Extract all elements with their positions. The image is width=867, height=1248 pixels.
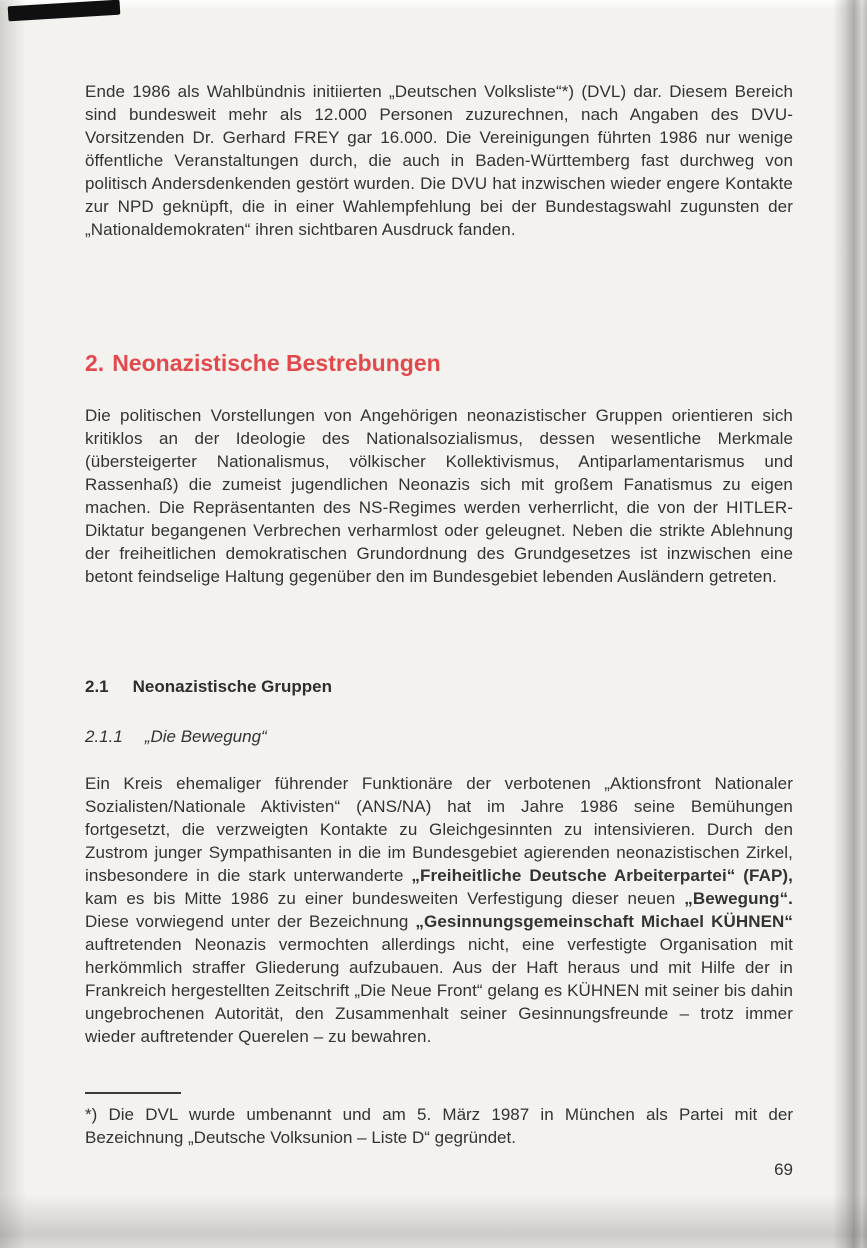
- section-heading: [85, 349, 793, 377]
- footnote-text: *) Die DVL wurde umbenannt und am 5. März 1987 in München als Partei mit der Bezeichnung „Deutsche Volksunion – Liste D“ gegründet.: [85, 1105, 793, 1147]
- book-spine-shadow: [833, 0, 867, 1248]
- text-segment-bold-kuehnen: „Gesinnungsgemeinschaft Michael KÜHNEN“: [415, 912, 793, 931]
- scan-left-edge: [0, 0, 26, 1248]
- text-segment: Ein Kreis ehemaliger führender Funktionäre der verbotenen „Aktionsfront Nationaler Sozialisten/Nationale Aktivisten“ (ANS/NA) hat im Jahre 1986 seine Bemühungen fortgesetzt, die verzweigten Kontakte zu Gleichgesinnten zu intensivieren. Durch den Zustrom junger Sympathisanten in die im Bundesgebiet agierenden neonazistischen Zirkel, insbesondere in die stark unterwanderte: [85, 774, 793, 885]
- paragraph-neonazi-ideologie: Die politischen Vorstellungen von Angehörigen neonazistischer Gruppen orientieren sich kritiklos an der Ideologie des Nationalsozialismus, dessen wesentliche Merkmale (übersteigerter Nationalismus, völkischer Kollektivismus, Antiparlamentarismus und Rassenhaß) die zumeist jugendlichen Neonazis sich mit großem Fanatismus zu eigen machen. Die Repräsentanten des NS-Regimes werden verherrlicht, die von der HITLER-Diktatur begangenen Verbrechen verharmlost oder geleugnet. Neben die strikte Ablehnung der freiheitlichen demokratischen Grundordnung des Grundgesetzes ist inzwischen eine betont feindselige Haltung gegenüber den im Bundesgebiet lebenden Ausländern getreten.: [85, 406, 793, 586]
- subsection-heading: [85, 676, 793, 698]
- text-segment: auftretenden Neonazis vermochten allerdings nicht, eine verfestigte Organisation mit herkömmlich straffer Gliederung aufzubauen. Aus der Haft heraus und mit Hilfe der in Frankreich hergestellten Zeitschrift „Die Neue Front“ gelang es KÜHNEN mit seiner bis dahin ungebrochenen Autorität, den Zusammenhalt seiner Gesinnungsfreunde – trotz immer wieder auftretender Querelen – zu bewahren.: [85, 935, 793, 1046]
- subsection-title: Neonazistische Gruppen: [132, 677, 332, 696]
- text-segment-bold-fap: „Freiheitliche Deutsche Arbeiterpartei“ (FAP),: [411, 866, 793, 885]
- text-segment: kam es bis Mitte 1986 zu einer bundesweiten Verfestigung dieser neuen: [85, 889, 685, 908]
- section-number: 2.: [85, 350, 105, 376]
- subsubsection-heading: [85, 726, 793, 748]
- subsubsection-title: „Die Bewegung“: [144, 727, 267, 746]
- paragraph-dvu-volksliste: Ende 1986 als Wahlbündnis initiierten „Deutschen Volksliste“*) (DVL) dar. Diesem Bereich sind bundesweit mehr als 12.000 Personen zuzurechnen, nach Angaben des DVU-Vorsitzenden Dr. Gerhard FREY gar 16.000. Die Vereinigungen führten 1986 nur wenige öffentliche Veranstaltungen durch, die auch in Baden-Württemberg fast durchweg von politisch Andersdenkenden gestört wurden. Die DVU hat inzwischen wieder engere Kontakte zur NPD geknüpft, die in einer Wahlempfehlung bei der Bundestagswahl zugunsten der „Nationaldemokraten“ ihren sichtbaren Ausdruck fanden.: [85, 82, 793, 239]
- page-text-block: [85, 0, 793, 1248]
- paragraph-bewegung: [85, 772, 793, 1048]
- footnote-divider: [85, 1092, 181, 1094]
- page-number: 69: [774, 1160, 793, 1179]
- section-title: Neonazistische Bestrebungen: [112, 350, 441, 376]
- text-segment: Diese vorwiegend unter der Bezeichnung: [85, 912, 416, 931]
- subsection-number: 2.1: [85, 677, 109, 696]
- subsubsection-number: 2.1.1: [85, 727, 123, 746]
- text-segment-bold-bewegung: „Bewegung“.: [684, 889, 793, 908]
